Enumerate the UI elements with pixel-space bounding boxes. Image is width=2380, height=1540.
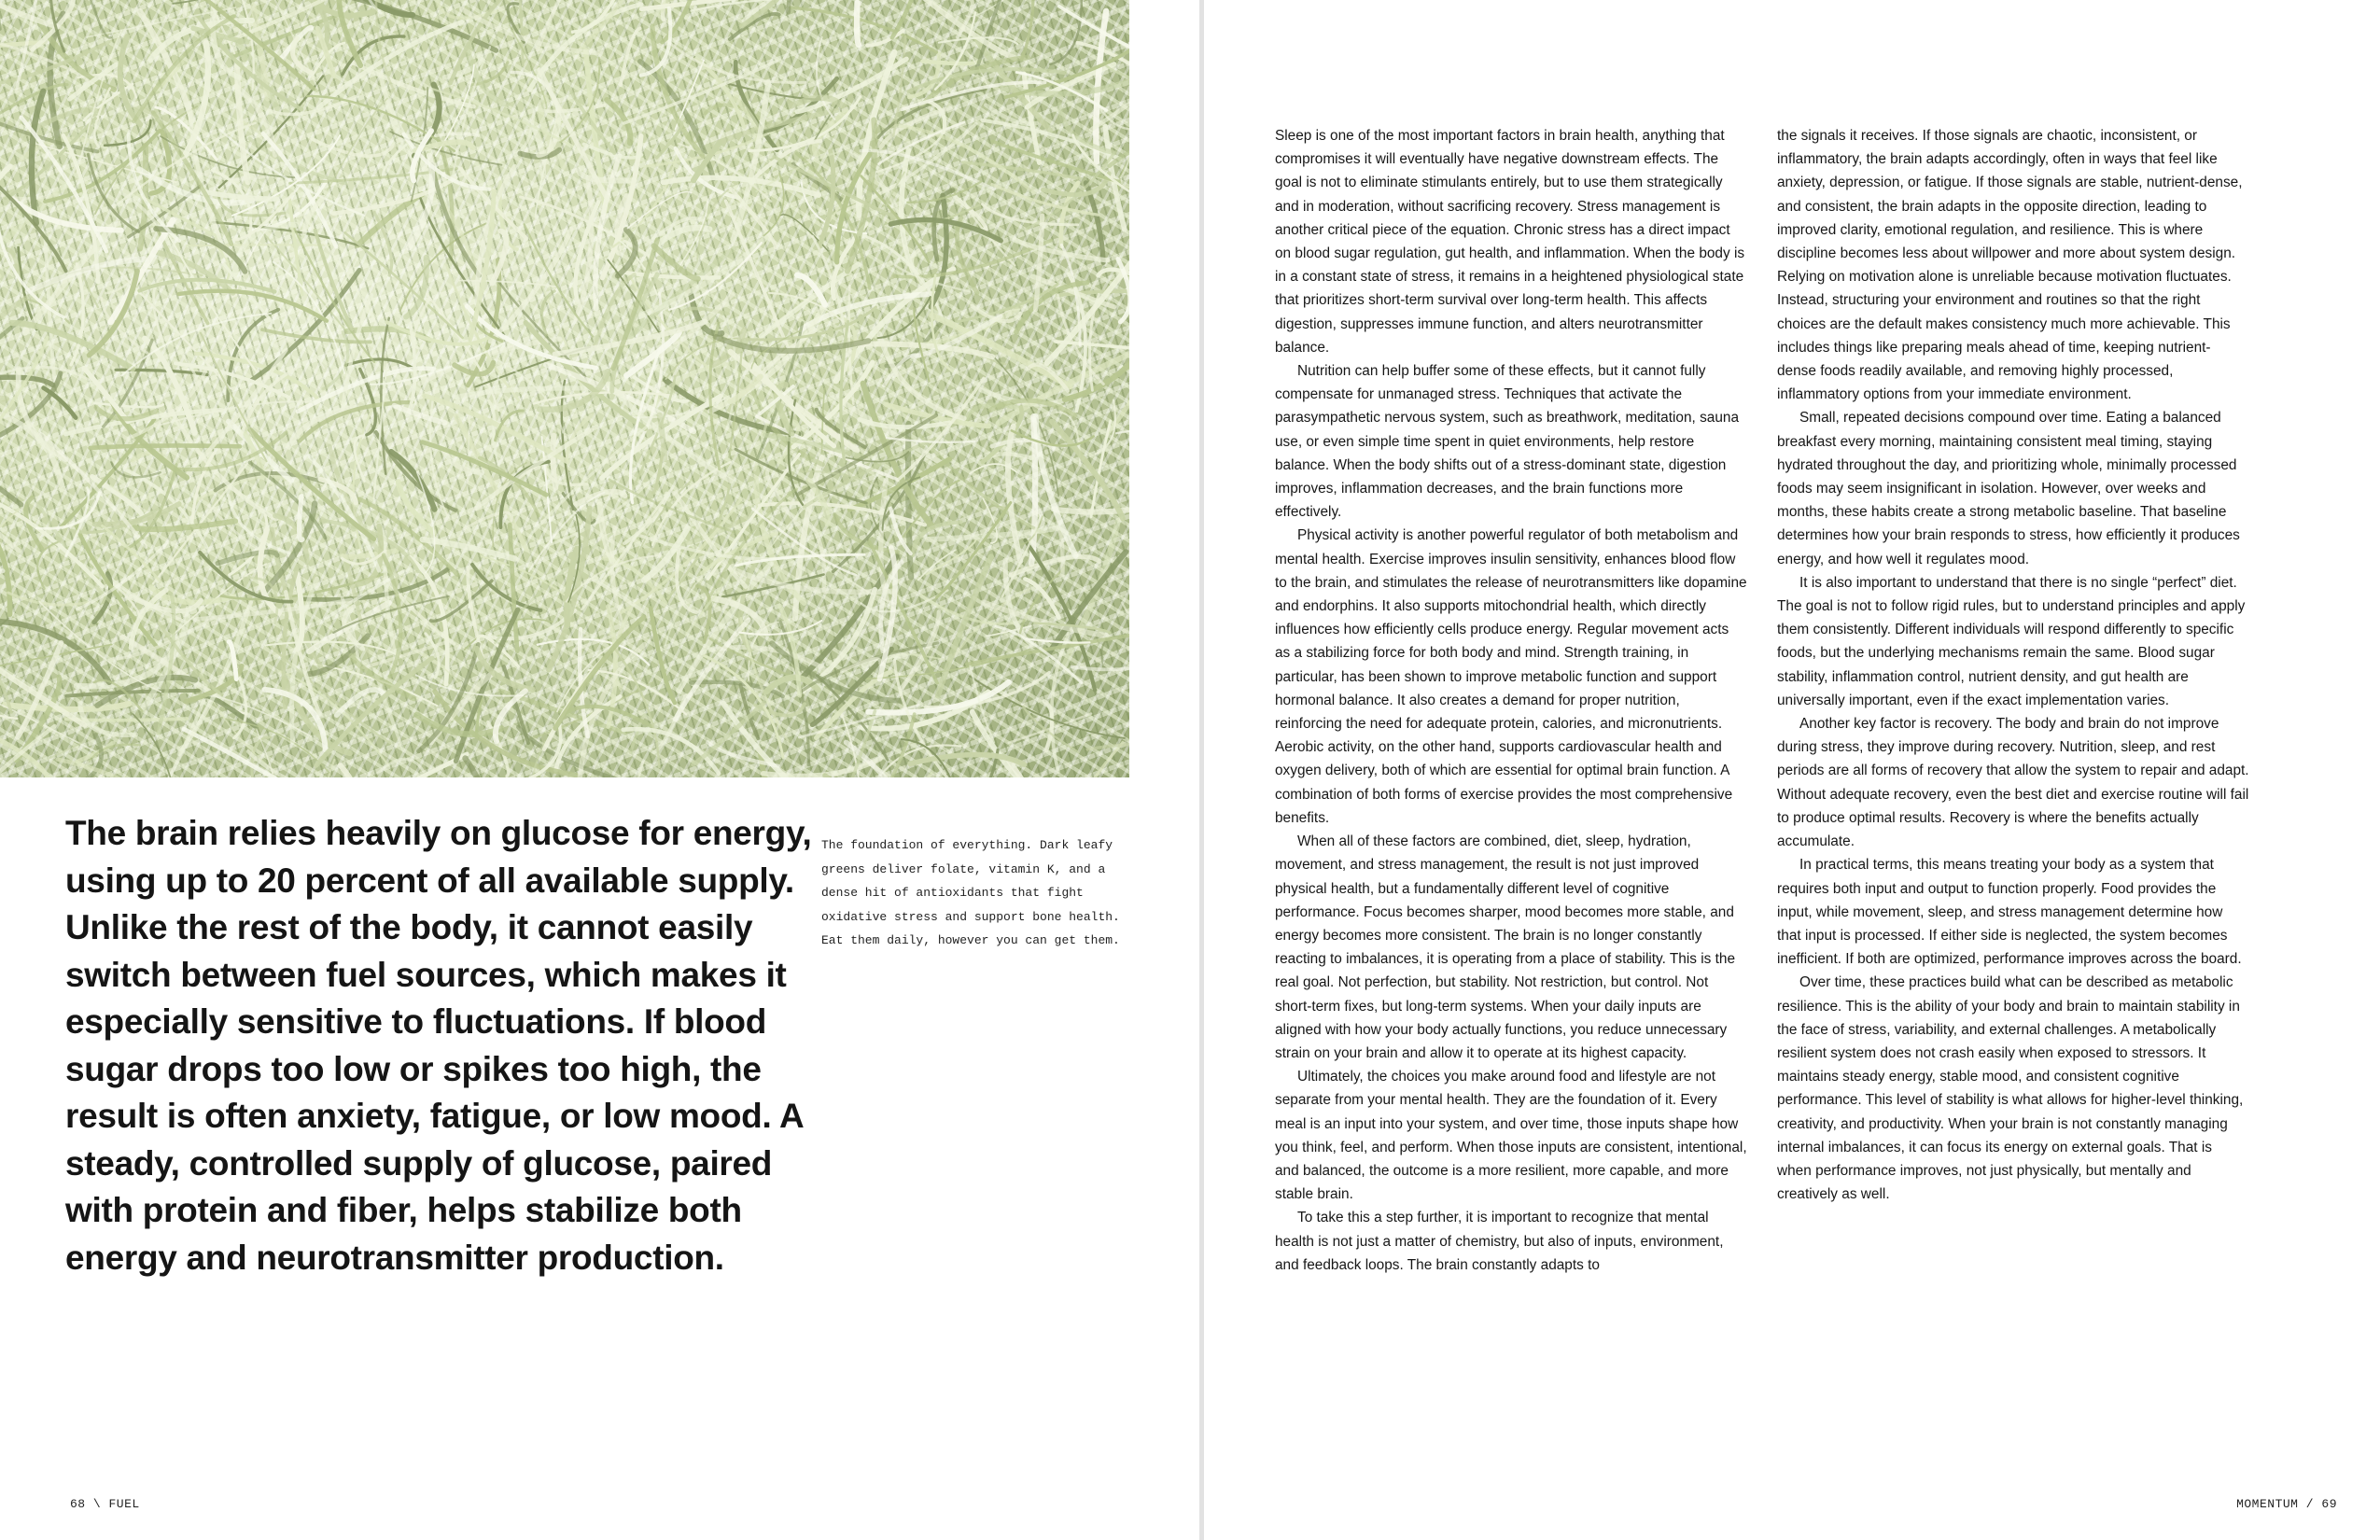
- cabbage-shred: [90, 745, 140, 762]
- cabbage-shred: [88, 0, 110, 38]
- cabbage-shred: [497, 360, 563, 433]
- cabbage-shred: [339, 0, 360, 65]
- cabbage-shred: [664, 177, 819, 195]
- cabbage-shred: [579, 170, 634, 181]
- cabbage-shred: [465, 758, 489, 777]
- cabbage-shred: [184, 729, 329, 777]
- cabbage-shred: [38, 503, 111, 602]
- paragraph: Small, repeated decisions compound over time. Eating a balanced breakfast every morning, maintaining consistent meal timing, staying hydrated throughout the day, and prioritizing whole, minimally processed foods may seem insignificant in isolation. However, over weeks and months, these habits create a strong metabolic baseline. That baseline determines how your brain responds to stress, how efficiently it produces energy, and how well it regulates mood.: [1777, 410, 2240, 567]
- cabbage-shred: [0, 226, 63, 317]
- cabbage-shred: [103, 525, 160, 581]
- cabbage-shred: [926, 540, 975, 575]
- cabbage-shred: [660, 415, 665, 459]
- cabbage-shred: [677, 550, 696, 612]
- cabbage-shred: [529, 493, 605, 571]
- cabbage-shred: [791, 7, 937, 52]
- photo-caption: The foundation of everything. Dark leafy greens deliver folate, vitamin K, and a dense hit of antioxidants that fight oxidative stress and support bone health. Eat them daily, however you can get them.: [821, 838, 1120, 947]
- cabbage-shred: [201, 333, 267, 462]
- paragraph: Over time, these practices build what can be described as metabolic resilience. This is the ability of your body and brain to maintain stability in the face of stress, variability, and external challenges. A metabolically resilient system does not crash easily when exposed to stressors. It maintains steady energy, stable mood, and consistent cognitive performance. This level of stability is what allows for higher-level thinking, creativity, and productivity. When your brain is not constantly managing internal imbalances, it can focus its energy on external goals. That is when performance improves, not just physically, but mentally and creatively as well.: [1777, 974, 2244, 1203]
- paragraph: It is also important to understand that there is no single “perfect” diet. The goal is not to follow rigid rules, but to understand principles and apply them consistently. Different individuals will respond differently to specific foods, but the underlying mechanisms remain the same. Blood sugar stability, inflammation control, nutrient density, and gut health are universally important, even if the exact implementation varies.: [1777, 574, 2246, 708]
- cabbage-shred: [967, 636, 1128, 665]
- cabbage-shred: [682, 308, 728, 316]
- cabbage-shred: [857, 3, 859, 45]
- cabbage-shred: [1022, 0, 1033, 60]
- paragraph: When all of these factors are combined, diet, sleep, hydration, movement, and stress management, the result is not just improved physical health, but a fundamentally different level of cognitive performance. Focus becomes sharper, mood becomes more stable, and energy becomes more consistent. The brain is no longer constantly reacting to imbalances, it is operating from a place of stability. This is the real goal. Not perfection, but stability. Not restriction, but control. Not short-term fixes, but long-term systems. When your daily inputs are aligned with how your body actually functions, you reduce unnecessary strain on your brain and allow it to operate at its highest capacity.: [1275, 833, 1736, 1061]
- cabbage-shred: [0, 0, 58, 27]
- cabbage-shred: [654, 695, 686, 752]
- cabbage-shred: [697, 586, 710, 642]
- folio-right: MOMENTUM / 69: [2236, 1497, 2337, 1511]
- cabbage-shred: [678, 202, 707, 270]
- cabbage-shred: [726, 201, 791, 353]
- cabbage-shred: [161, 692, 207, 777]
- cabbage-shred: [902, 150, 913, 271]
- cabbage-shred: [567, 415, 592, 481]
- cabbage-shred: [0, 612, 11, 712]
- cabbage-shred: [705, 656, 784, 758]
- cabbage-shred: [94, 403, 162, 408]
- cabbage-shred: [621, 28, 640, 85]
- cabbage-shred: [510, 525, 517, 651]
- cabbage-shred: [1036, 416, 1076, 555]
- cabbage-shred: [740, 556, 757, 651]
- cabbage-shred: [341, 765, 368, 777]
- cabbage-shred: [920, 436, 1049, 536]
- cabbage-shred: [0, 455, 21, 504]
- cabbage-shred: [5, 704, 129, 709]
- paragraph: Nutrition can help buffer some of these effects, but it cannot fully compensate for unmanaged stress. Techniques that activate the parasympathetic nervous system, such as breathwork, meditation, sauna use, or even simple time spent in quiet environments, help restore balance. When the body shifts out of a stress-dominant state, digestion improves, inflammation decreases, and the brain functions more effectively.: [1275, 363, 1740, 521]
- cabbage-shred: [394, 406, 444, 423]
- cabbage-shred: [44, 388, 77, 418]
- paragraph: Ultimately, the choices you make around food and lifestyle are not separate from your mental health. They are the foundation of it. Every meal is an input into your system, and over time, those inputs shape how you think, feel, and perform. When those inputs are consistent, intentional, and balanced, the outcome is a more resilient, more capable, and more stable brain.: [1275, 1069, 1747, 1203]
- cabbage-shred: [426, 634, 439, 678]
- cabbage-shred: [641, 0, 754, 9]
- cabbage-shred: [0, 737, 50, 777]
- cabbage-shred: [892, 0, 921, 37]
- cabbage-shred: [937, 503, 1011, 598]
- cabbage-shred: [819, 151, 833, 248]
- cabbage-shred: [834, 514, 898, 552]
- cabbage-shred: [155, 252, 233, 293]
- cabbage-shred: [17, 677, 60, 760]
- paragraph: the signals it receives. If those signals are chaotic, inconsistent, or inflammatory, the brain adapts accordingly, often in ways that feel like anxiety, depression, or fatigue. If those signals are stable, nutrient-dense, and consistent, the brain adapts in the opposite direction, leading to improved clarity, emotional regulation, and resilience. This is where discipline becomes less about willpower and more about system design. Relying on motivation alone is unreliable because motivation fluctuates. Instead, structuring your environment and routines so that the right choices are the default makes consistency much more achievable. This includes things like preparing meals ahead of time, keeping nutrient-dense foods readily available, and removing highly processed, inflammatory options from your immediate environment.: [1777, 128, 2243, 403]
- cabbage-shred: [923, 61, 981, 63]
- cabbage-shred: [1054, 527, 1062, 575]
- paragraph: Sleep is one of the most important factors in brain health, anything that compromises it will eventually have negative downstream effects. The goal is not to eliminate stimulants entirely, but to use them strategically and in moderation, without sacrificing recovery. Stress management is another critical piece of the equation. Chronic stress has a direct impact on blood sugar regulation, gut health, and inflammation. When the body is in a constant state of stress, it remains in a heightened physiological state that prioritizes short-term survival over long-term health. This affects digestion, suppresses immune function, and alters neurotransmitter balance.: [1275, 128, 1745, 356]
- cabbage-shred: [512, 110, 534, 152]
- cabbage-shred: [918, 550, 956, 580]
- cabbage-shred: [348, 754, 468, 777]
- cabbage-shred: [539, 105, 604, 112]
- cabbage-shred: [229, 496, 289, 553]
- cabbage-shred: [410, 557, 447, 684]
- cabbage-shred: [654, 246, 698, 279]
- cabbage-shred: [71, 264, 83, 365]
- cabbage-shred: [67, 691, 199, 696]
- cabbage-shred: [1011, 556, 1099, 575]
- cabbage-shred: [82, 270, 98, 307]
- cabbage-shred: [644, 528, 687, 581]
- cabbage-shred: [1059, 7, 1129, 71]
- cabbage-shred: [1087, 744, 1129, 750]
- cabbage-shred: [938, 556, 991, 695]
- cabbage-shred: [0, 42, 90, 81]
- cabbage-shreds-texture: [0, 0, 1129, 777]
- cabbage-shred: [0, 726, 55, 777]
- cabbage-shred: [1121, 123, 1129, 177]
- cabbage-shred: [203, 191, 277, 199]
- cabbage-shred: [651, 609, 675, 703]
- cabbage-shred: [307, 96, 455, 151]
- cabbage-shred: [464, 512, 512, 529]
- cabbage-shred: [1008, 427, 1020, 561]
- folio-left: 68 \ FUEL: [70, 1497, 140, 1511]
- cabbage-shred: [173, 0, 305, 4]
- cabbage-shred: [867, 31, 903, 46]
- cabbage-shred: [345, 359, 413, 369]
- cabbage-shred: [120, 36, 141, 125]
- cabbage-shred: [8, 593, 89, 605]
- paragraph: To take this a step further, it is important to recognize that mental health is not just a matter of chemistry, but also of inputs, environment, and feedback loops. The brain constantly adapts to: [1275, 1210, 1724, 1273]
- paragraph: Physical activity is another powerful regulator of both metabolism and mental health. Exercise improves insulin sensitivity, enhances blood flow to the brain, and stimulates the release of neurotransmitters like dopamine and endorphins. It also supports mitochondrial health, which directly influences how efficiently cells produce energy. Regular movement acts as a stabilizing force for both body and mind. Strength training, in particular, has been shown to improve metabolic function and support hormonal balance. It also creates a demand for proper nutrition, reinforcing the need for adequate protein, calories, and micronutrients. Aerobic activity, on the other hand, supports cardiovascular health and oxygen delivery, both of which are essential for optimal brain function. A combination of both forms of exercise provides the most comprehensive benefits.: [1275, 527, 1747, 826]
- cabbage-shred: [91, 445, 240, 448]
- cabbage-photo: [0, 0, 1129, 777]
- cabbage-shred: [170, 236, 257, 371]
- pull-quote: The brain relies heavily on glucose for energy, using up to 20 percent of all available supply. Unlike the rest of the body, it cannot easily switch between fuel sources, which makes it especially sensitive to fluctuations. If blood sugar drops too low or spikes too high, the result is often anxiety, fatigue, or low mood. A steady, controlled supply of glucose, paired with protein and fiber, helps stabilize both energy and neurotransmitter production.: [65, 814, 812, 1277]
- cabbage-shred: [265, 690, 326, 749]
- cabbage-shred: [1116, 430, 1129, 435]
- paragraph: In practical terms, this means treating your body as a system that requires both input and output to function properly. Food provides the input, while movement, sleep, and stress management determine how that input is processed. If either side is neglected, the system becomes inefficient. If both are optimized, performance improves across the board.: [1777, 857, 2242, 968]
- cabbage-shred: [328, 99, 387, 190]
- cabbage-shred: [0, 571, 3, 637]
- cabbage-shred: [251, 270, 359, 380]
- paragraph: Another key factor is recovery. The body and brain do not improve during stress, they improve during recovery. Nutrition, sleep, and rest periods are all forms of recovery that allow the system to repair and adapt. Without adequate recovery, even the best diet and exercise routine will fail to produce optimal results. Recovery is where the benefits actually accumulate.: [1777, 716, 2249, 850]
- cabbage-shred: [281, 671, 389, 765]
- body-column-2: [1777, 124, 2249, 1206]
- body-column-1: [1275, 124, 1747, 1277]
